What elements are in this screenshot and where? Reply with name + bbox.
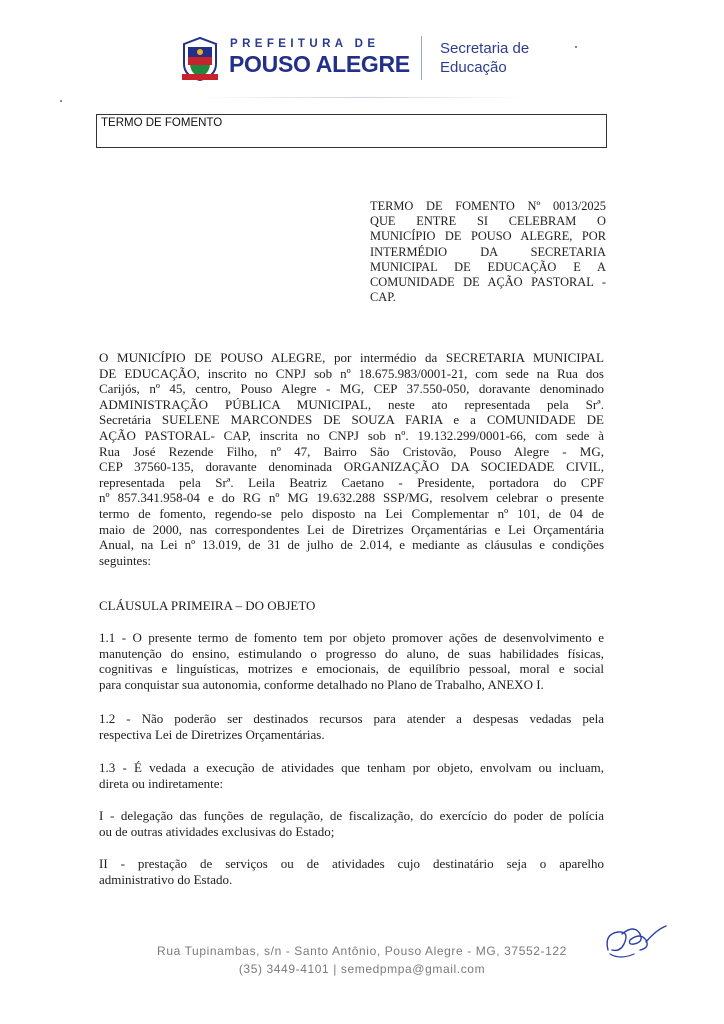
item-1-2 <box>99 711 604 742</box>
text-line: representada pela Srª. Leila Beatriz Caetano - Presidente, portadora do CPF <box>99 474 604 490</box>
footer-address: Rua Tupinambas, s/n - Santo Antônio, Pouso Alegre - MG, 37552-122 <box>157 944 567 958</box>
summary-line: CAP. <box>370 290 396 305</box>
text-line: seguintes: <box>99 552 151 568</box>
text-line: respectiva Lei de Diretrizes Orçamentárias. <box>99 726 325 742</box>
summary-line: INTERMÉDIO DA SECRETARIA <box>370 244 606 259</box>
item-roman-1 <box>99 808 604 839</box>
text-line: administrativo do Estado. <box>99 871 233 887</box>
text-line: DE EDUCAÇÃO, inscrito no CNPJ sob nº 18.675.983/0001-21, com sede na Rua dos <box>99 365 604 381</box>
preamble-paragraph <box>99 350 604 568</box>
text-line: direta ou indiretamente: <box>99 775 224 791</box>
text-line: manutenção do ensino, estimulando o progresso do aluno, de suas habilidades físicas, <box>99 645 604 661</box>
text-line: Carijós, nº 45, centro, Pouso Alegre - MG, CEP 37.550-050, doravante denominado <box>99 381 604 397</box>
city-name: POUSO ALEGRE <box>229 51 410 77</box>
text-line: II - prestação de serviços ou de atividades cujo destinatário seja o aparelho <box>99 856 604 871</box>
text-line: Secretária SUELENE MARCONDES DE SOUZA FARIA e a COMUNIDADE DE <box>99 412 604 428</box>
summary-line: QUE ENTRE SI CELEBRAM O <box>370 214 606 229</box>
text-line: termo de fomento, regendo-se pelo disposto na Lei Complementar nº 101, de 04 de <box>99 505 604 521</box>
header-rule <box>200 97 524 98</box>
text-line: Anual, na Lei nº 13.019, de 31 de julho de 2.014, e mediante as cláusulas e condições <box>99 537 604 553</box>
text-line: 1.3 - É vedada a execução de atividades que tenham por objeto, envolvam ou incluam, <box>99 760 604 775</box>
agreement-summary <box>370 199 606 305</box>
speck <box>60 100 62 102</box>
text-line: O MUNICÍPIO DE POUSO ALEGRE, por intermédio da SECRETARIA MUNICIPAL <box>99 350 604 365</box>
text-line: I - delegação das funções de regulação, de fiscalização, do exercício do poder de polícia <box>99 808 604 823</box>
clause-title: CLÁUSULA PRIMEIRA – DO OBJETO <box>99 598 316 613</box>
text-line: Rua José Rezende Filho, nº 47, Bairro São Cristovão, Pouso Alegre - MG, <box>99 443 604 459</box>
city-crest-icon <box>178 34 222 82</box>
text-line: cognitivas e linguísticas, motrizes e emocionais, de equilíbrio pessoal, moral e social <box>99 661 604 677</box>
handwritten-initials-icon <box>600 920 670 964</box>
text-line: ou de outras atividades exclusivas do Estado; <box>99 823 335 839</box>
summary-line: MUNICÍPIO DE POUSO ALEGRE, POR <box>370 229 606 244</box>
text-line: CEP 37560-135, doravante denominada ORGANIZAÇÃO DA SOCIEDADE CIVIL, <box>99 459 604 475</box>
speck <box>575 46 577 48</box>
text-line: nº 857.341.958-04 e do RG nº MG 19.632.288 SSP/MG, resolvem celebrar o presente <box>99 490 604 506</box>
text-line: ADMINISTRAÇÃO PÚBLICA MUNICIPAL, neste ato representada pela Srª. <box>99 396 604 412</box>
summary-line: TERMO DE FOMENTO Nº 0013/2025 <box>370 199 606 213</box>
item-roman-2 <box>99 856 604 887</box>
text-line: para conquistar sua autonomia, conforme detalhado no Plano de Trabalho, ANEXO I. <box>99 676 544 692</box>
secretaria-name: Educação <box>440 59 507 76</box>
document-type-box <box>96 114 607 148</box>
letterhead <box>0 0 724 100</box>
item-1-3 <box>99 760 604 791</box>
secretaria-label: Secretaria de <box>440 40 530 57</box>
item-1-1 <box>99 630 604 692</box>
summary-line: COMUNIDADE DE AÇÃO PASTORAL - <box>370 275 606 290</box>
document-type-label: TERMO DE FOMENTO <box>101 117 223 129</box>
text-line: AÇÃO PASTORAL- CAP, inscrita no CNPJ sob nº. 19.132.299/0001-66, com sede à <box>99 427 604 443</box>
text-line: 1.1 - O presente termo de fomento tem por objeto promover ações de desenvolvimento e <box>99 630 604 645</box>
header-divider <box>421 36 422 80</box>
summary-line: MUNICIPAL DE EDUCAÇÃO E A <box>370 259 606 274</box>
footer-contact: (35) 3449-4101 | semedpmpa@gmail.com <box>238 962 486 976</box>
prefeitura-label: PREFEITURA DE <box>230 38 380 50</box>
text-line: maio de 2000, nas correspondentes Lei de Diretrizes Orçamentárias e Lei Orçamentária <box>99 521 604 537</box>
text-line: 1.2 - Não poderão ser destinados recursos para atender a despesas vedadas pela <box>99 711 604 726</box>
